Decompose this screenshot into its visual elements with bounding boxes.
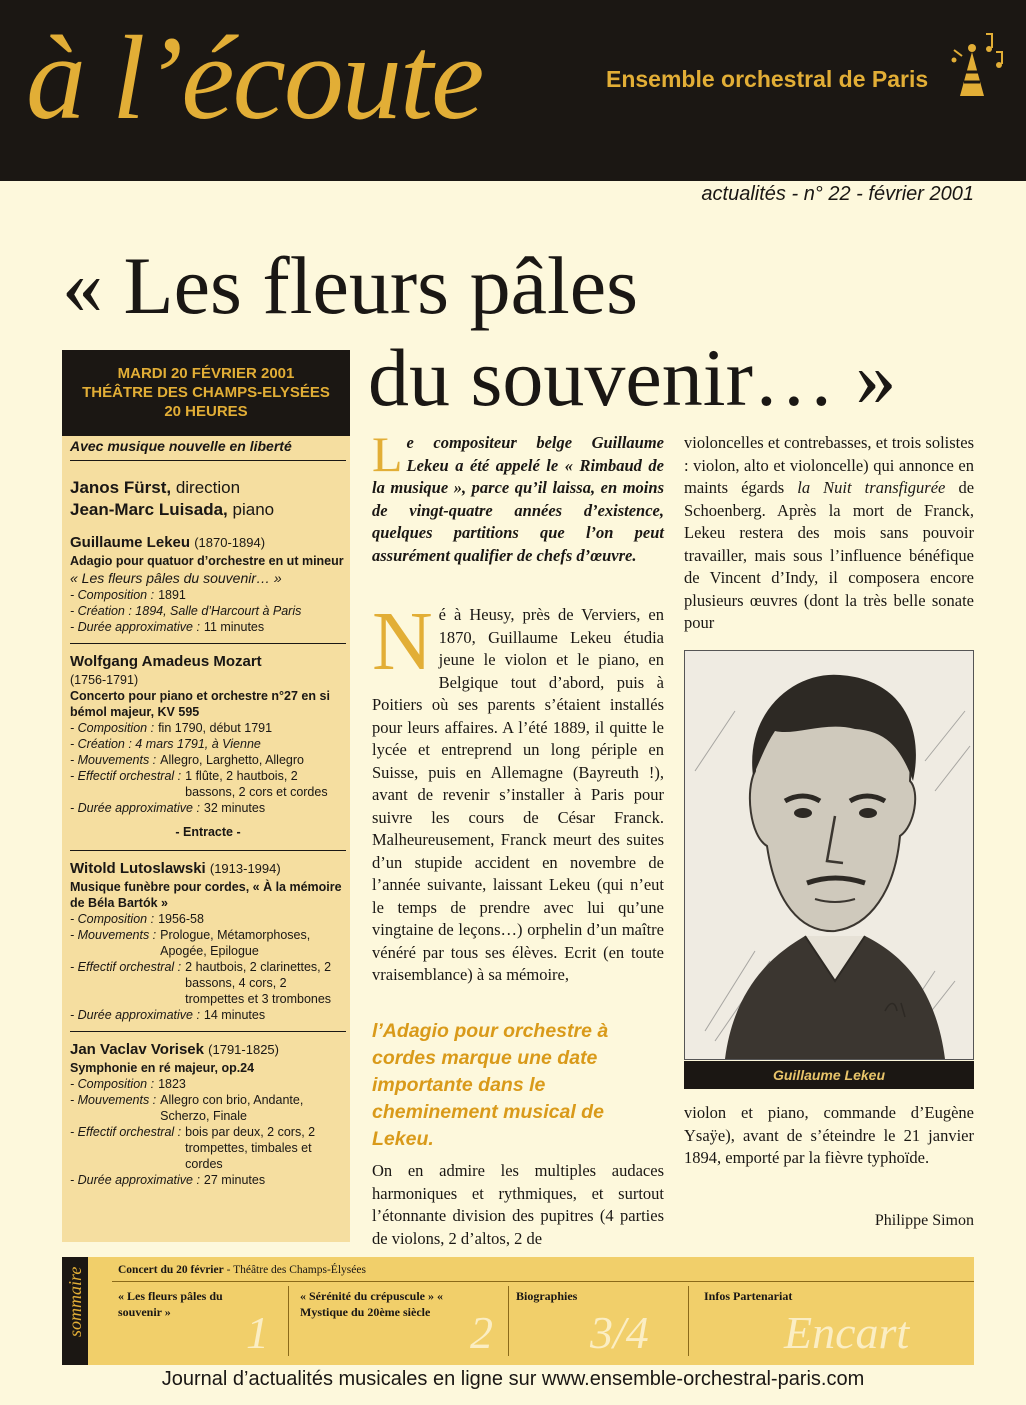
program-intro: Avec musique nouvelle en liberté [70, 438, 346, 461]
masthead-title: à l’écoute [26, 11, 483, 144]
piece-detail: - Durée approximative : 11 minutes [70, 620, 265, 634]
sommaire-item-3[interactable]: Biographies [516, 1289, 578, 1303]
work-title: Adagio pour quatuor d’orchestre en ut mineur [70, 554, 344, 568]
article-paragraph: violoncelles et contrebasses, et trois solistes : violon, alto et violoncelle) qui annonce en maints égards la Nuit transfigurée de Schoenberg. Après la mort de Franck, Lekeu restera des mois sans pouvoir travailler, mais sous l’influence bénéfique de Vincent d’Indy, il composera encore plusieurs œuvres (dont la très belle sonate pour [684, 433, 975, 632]
article-lead: Le compositeur belge Guillaume Lekeu a été appelé le « Rimbaud de la musique », parce qu’il laissa, en moins de vingt-quatre années d’existence, quelques partitions que l’on peut assurément qualifier de chefs d’œuvre. [372, 426, 664, 565]
piece-detail: - Composition : 1823 [70, 1077, 186, 1091]
piece-detail: - Mouvements : Allegro con brio, Andante, Scherzo, Finale [70, 1093, 304, 1123]
piece-detail: - Effectif orchestral : 1 flûte, 2 hautbois, 2 bassons, 2 cors et cordes [70, 769, 328, 799]
work-title: Symphonie en ré majeur, op.24 [70, 1061, 255, 1075]
venue-line: THÉÂTRE DES CHAMPS-ELYSÉES [82, 384, 330, 401]
composer-name: Guillaume Lekeu (1870-1894) [70, 534, 266, 551]
sommaire-item-4[interactable]: Infos Partenariat [704, 1289, 793, 1303]
drop-cap: N [372, 595, 433, 688]
piece-detail: - Effectif orchestral : 2 hautbois, 2 clarinettes, 2 bassons, 4 cors, 2 trompettes et 3 trombones [70, 960, 332, 1006]
performers [70, 477, 346, 521]
piece-detail: - Mouvements : Prologue, Métamorphoses, Apogée, Epilogue [70, 928, 311, 958]
piece-detail: - Composition : fin 1790, début 1791 [70, 721, 273, 735]
piece-detail: - Création : 1894, Salle d’Harcourt à Paris [70, 604, 302, 618]
divider [112, 1281, 974, 1282]
piece-detail: - Composition : 1891 [70, 588, 186, 602]
work-subtitle: « Les fleurs pâles du souvenir… » [70, 570, 282, 586]
entracte-label: - Entracte - [175, 825, 241, 839]
piece-detail: - Composition : 1956-58 [70, 912, 204, 926]
composer-years: (1756-1791) [70, 673, 139, 687]
author-signature: Philippe Simon [874, 1212, 974, 1229]
piece-detail: - Durée approximative : 32 minutes [70, 801, 266, 815]
divider [70, 643, 346, 644]
piece-detail: - Mouvements : Allegro, Larghetto, Allegro [70, 753, 304, 767]
divider [70, 850, 346, 851]
program-piece [70, 859, 346, 1023]
sommaire-item-2[interactable]: « Sérénité du crépuscule » « Mystique du 20ème siècle [300, 1289, 443, 1319]
piece-detail: - Création : 4 mars 1791, à Vienne [70, 737, 261, 751]
piece-detail: - Durée approximative : 27 minutes [70, 1173, 266, 1187]
program-piece [70, 1040, 346, 1188]
performer: Janos Fürst, direction [70, 478, 241, 497]
divider [70, 1031, 346, 1032]
article-paragraph: violon et piano, commande d’Eugène Ysaÿe), avant de s’éteindre le 21 janvier 1894, emporté par la fièvre typhoïde. [684, 1103, 974, 1167]
program-piece [70, 533, 346, 635]
portrait-image [684, 650, 974, 1060]
article-paragraph: Né à Heusy, près de Verviers, en 1870, Guillaume Lekeu étudia jeune le violon et le piano, en Belgique tout d’abord, puis à Poitiers où ses parents s’étaient installés pour leurs affaires. A l’été 1889, il quitte le lycée et entreprend un long périple en Suisse, puis en Allemagne (Bayreuth !), avant de revenir s’installer à Paris pour suivre les cours de César Franck. Malheureusement, Franck meurt des suites d’un stupide accident en novembre de l’année suivante, laissant Lekeu (qui n’eut le temps de prendre avec lui qu’une vingtaine de leçons…) orphelin d’un maître vénéré par tous ses élèves. Ecrit (en toute vraisemblance) à sa mémoire, [372, 595, 664, 984]
program-piece [70, 652, 346, 816]
portrait-caption: Guillaume Lekeu [684, 1061, 974, 1089]
time-line: 20 HEURES [164, 403, 248, 420]
pull-quote: l’Adagio pour orchestre à cordes marque une date importante dans le cheminement musical de Lekeu. [372, 1020, 609, 1150]
piece-detail: - Effectif orchestral : bois par deux, 2 cors, 2 trompettes, timbales et cordes [70, 1125, 316, 1171]
masthead-rule [0, 175, 1026, 181]
divider [508, 1286, 509, 1356]
sommaire-label: sommaire [65, 1266, 85, 1337]
sommaire-page-3: 3/4 [590, 1307, 649, 1358]
composer-name: Witold Lutoslawski (1913-1994) [70, 860, 281, 877]
composer-name: Wolfgang Amadeus Mozart [70, 653, 262, 670]
article-paragraph: On en admire les multiples audaces harmoniques et rythmiques, et surtout l’étonnante division des pupitres (4 parties de violons, 2 d’altos, 2 de [372, 1161, 664, 1248]
issue-line: actualités - n° 22 - février 2001 [701, 183, 974, 205]
performer: Jean-Marc Luisada, piano [70, 500, 275, 519]
work-title: Musique funèbre pour cordes, « À la mémoire de Béla Bartók » [70, 880, 342, 910]
masthead-subtitle: Ensemble orchestral de Paris [606, 66, 929, 92]
footer-url-line: Journal d’actualités musicales en ligne sur www.ensemble-orchestral-paris.com [161, 1368, 865, 1390]
sommaire-page-2: 2 [470, 1307, 493, 1358]
divider [688, 1286, 689, 1356]
composer-name: Jan Vaclav Vorisek (1791-1825) [70, 1041, 279, 1058]
sommaire-page-4: Encart [784, 1307, 910, 1358]
sommaire-header: Concert du 20 février - Théâtre des Champs-Élysées [118, 1264, 366, 1276]
divider [288, 1286, 289, 1356]
program-list [70, 438, 346, 1196]
headline-line-2: du souvenir… » [368, 332, 897, 423]
concert-date-box [62, 350, 350, 436]
ensemble-logo-icon [938, 22, 1012, 102]
drop-cap: L [372, 426, 403, 482]
piece-detail: - Durée approximative : 14 minutes [70, 1008, 266, 1022]
date-line: MARDI 20 FÉVRIER 2001 [117, 365, 295, 382]
sommaire-item-1[interactable]: « Les fleurs pâles du souvenir » [118, 1289, 223, 1319]
work-title: Concerto pour piano et orchestre n°27 en si bémol majeur, KV 595 [70, 689, 330, 719]
headline-line-1: « Les fleurs pâles [62, 240, 639, 331]
sommaire-page-1: 1 [246, 1307, 269, 1358]
